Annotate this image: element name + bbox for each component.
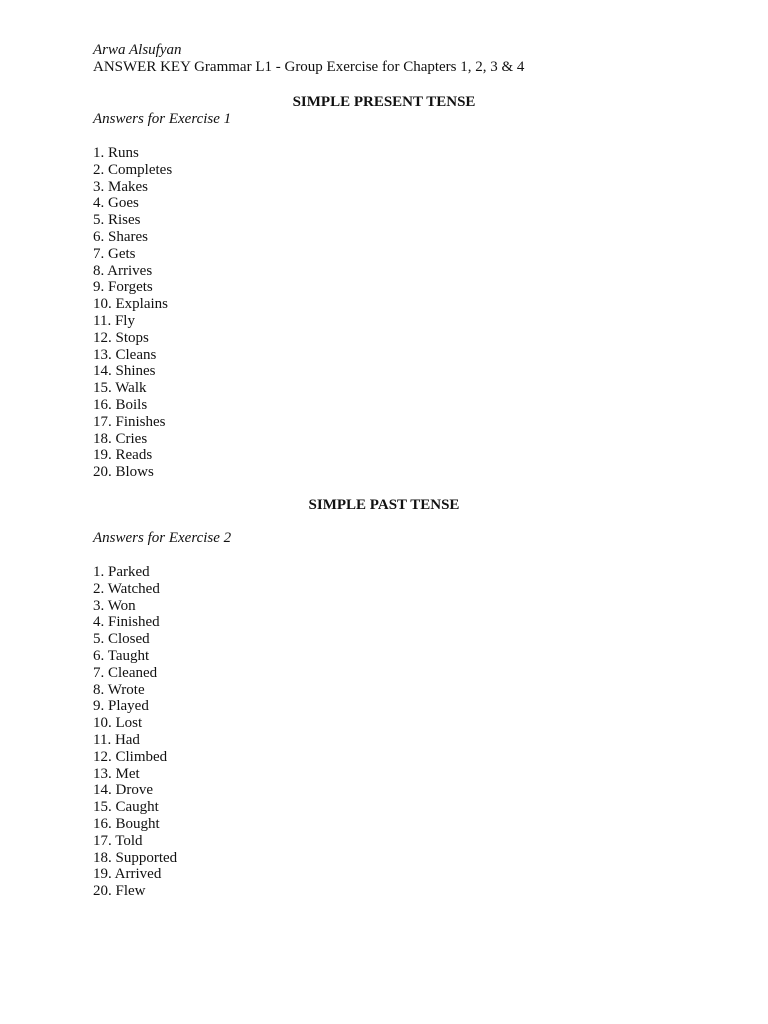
answer-item: 8. Wrote [93, 681, 145, 698]
answer-item: 3. Makes [93, 178, 148, 195]
answer-item: 13. Met [93, 765, 140, 782]
exercise-subheading-1: Answers for Exercise 1 [93, 111, 232, 127]
answer-item: 11. Had [93, 731, 140, 748]
answer-item: 10. Explains [93, 296, 168, 313]
answer-item: 16. Bought [93, 815, 160, 832]
answer-list-exercise-2 [93, 564, 177, 900]
exercise-subheading-2: Answers for Exercise 2 [93, 530, 232, 546]
answer-item: 1. Parked [93, 564, 150, 580]
answer-list-exercise-1 [93, 145, 172, 481]
answer-item: 12. Stops [93, 329, 149, 346]
answer-item: 17. Finishes [93, 413, 166, 430]
answer-item: 20. Blows [93, 464, 154, 481]
answer-item: 6. Shares [93, 228, 148, 245]
answer-item: 1. Runs [93, 145, 139, 161]
answer-item: 19. Arrived [93, 866, 162, 883]
answer-item: 11. Fly [93, 312, 135, 329]
answer-item: 20. Flew [93, 883, 146, 900]
answer-item: 10. Lost [93, 715, 143, 732]
answer-item: 4. Finished [93, 614, 160, 631]
answer-item: 15. Walk [93, 380, 147, 397]
answer-item: 4. Goes [93, 195, 139, 212]
answer-item: 5. Closed [93, 631, 150, 648]
answer-item: 7. Cleaned [93, 664, 158, 681]
answer-item: 3. Won [93, 597, 136, 614]
answer-item: 18. Cries [93, 430, 148, 447]
answer-item: 16. Boils [93, 396, 148, 413]
answer-item: 2. Watched [93, 580, 160, 597]
answer-item: 8. Arrives [93, 262, 153, 279]
section-heading-past: SIMPLE PAST TENSE [308, 497, 460, 513]
answer-item: 15. Caught [93, 799, 159, 816]
answer-item: 6. Taught [93, 647, 150, 664]
answer-item: 14. Drove [93, 782, 153, 799]
answer-item: 5. Rises [93, 212, 141, 229]
answer-item: 9. Played [93, 698, 149, 715]
author-name: Arwa Alsufyan [93, 42, 182, 58]
answer-item: 14. Shines [93, 363, 156, 380]
answer-item: 18. Supported [93, 849, 178, 866]
answer-item: 9. Forgets [93, 279, 153, 296]
answer-item: 7. Gets [93, 245, 136, 262]
answer-item: 17. Told [93, 832, 143, 849]
document-title: ANSWER KEY Grammar L1 - Group Exercise for Chapters 1, 2, 3 & 4 [93, 59, 525, 75]
answer-item: 13. Cleans [93, 346, 157, 363]
answer-item: 2. Completes [93, 161, 173, 178]
section-heading-present: SIMPLE PRESENT TENSE [292, 94, 476, 110]
answer-item: 12. Climbed [93, 748, 168, 765]
answer-item: 19. Reads [93, 447, 153, 464]
